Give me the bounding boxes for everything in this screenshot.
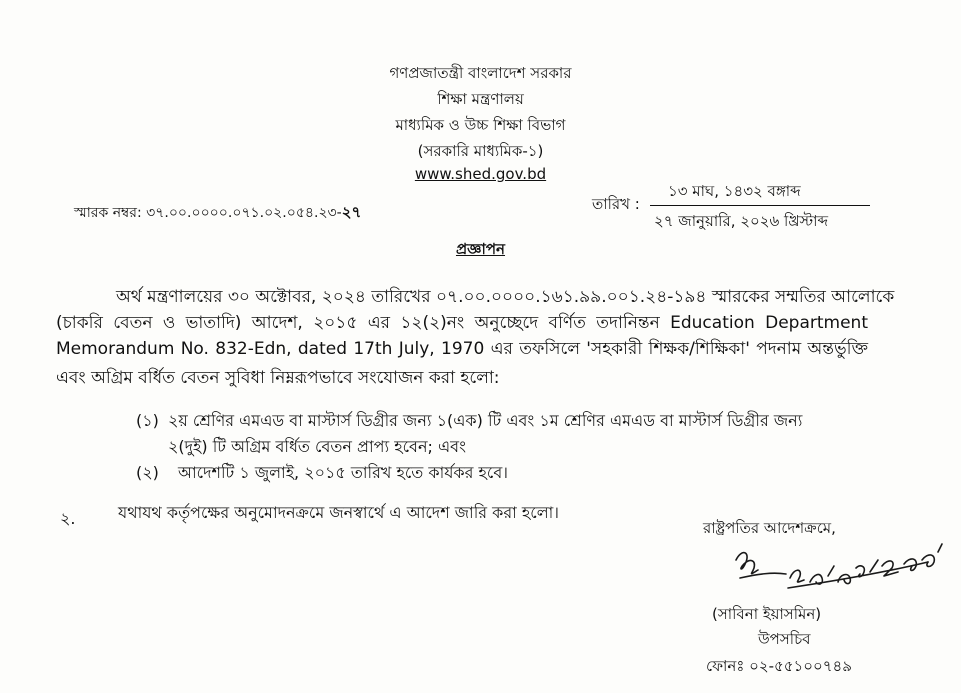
officer-phone: ফোনঃ ০২-৫৫১০০৭৪৯ (706, 657, 852, 675)
item1-marker: (১) (136, 411, 159, 430)
item2-marker: (২) (136, 463, 159, 482)
memo-number-suffix: ২৭ (341, 203, 362, 221)
header-ministry: শিক্ষা মন্ত্রণালয় (437, 90, 524, 108)
para1-line1: অর্থ মন্ত্রণালয়ের ৩০ অক্টোবর, ২০২৪ তারিখের ০৭.০০.০০০০.১৬১.৯৯.০০১.২৪-১৯৪ স্মারকের সম্মতির আলোকে (116, 287, 895, 307)
date-bangla: ১৩ মাঘ, ১৪৩২ বঙ্গাব্দ (668, 182, 801, 200)
officer-name: (সাবিনা ইয়াসমিন) (712, 605, 822, 623)
order-line: রাষ্ট্রপতির আদেশক্রমে, (703, 519, 836, 537)
memo-number-label: স্মারক নম্বর: ৩৭.০০.০০০০.০৭১.০২.০৫৪.২৩- (74, 205, 342, 221)
header-division: মাধ্যমিক ও উচ্চ শিক্ষা বিভাগ (395, 116, 566, 134)
notification-title: প্রজ্ঞাপন (455, 240, 506, 258)
memo-number (74, 201, 361, 226)
header-website-link[interactable]: www.shed.gov.bd (414, 165, 547, 183)
date-gregorian: ২৭ জানুয়ারি, ২০২৬ খ্রিস্টাব্দ (654, 212, 828, 230)
header-wing: (সরকারি মাধ্যমিক-১) (417, 142, 544, 160)
para2-text: যথাযথ কর্তৃপক্ষের অনুমোদনক্রমে জনস্বার্থে এ আদেশ জারি করা হলো। (118, 503, 560, 522)
header-government: গণপ্রজাতন্ত্রী বাংলাদেশ সরকার (389, 64, 572, 82)
para1-line2: (চাকরি বেতন ও ভাতাদি) আদেশ, ২০১৫ এর ১২(২)নং অনুচ্ছেদে বর্ণিত তদানিন্তন Education Department (56, 313, 868, 333)
signature-drawing (728, 538, 953, 610)
para2-number: ২. (60, 509, 76, 528)
date-label: তারিখ : (592, 195, 640, 213)
item2-text: আদেশটি ১ জুলাই, ২০১৫ তারিখ হতে কার্যকর হবে। (178, 463, 508, 482)
item1-line1: ২য় শ্রেণির এমএড বা মাস্টার্স ডিগ্রীর জন্য ১(এক) টি এবং ১ম শ্রেণির এমএড বা মাস্টার্স ডিগ্রীর জন্য (168, 411, 803, 430)
para1-line4: এবং অগ্রিম বর্ধিত বেতন সুবিধা নিম্নরূপভাবে সংযোজন করা হলো: (56, 368, 500, 388)
para1-line3: Memorandum No. 832-Edn, dated 17th July, 1970 এর তফসিলে 'সহকারী শিক্ষক/শিক্ষিকা' পদনাম অন্তর্ভুক্তি (56, 339, 868, 359)
officer-designation: উপসচিব (758, 630, 811, 648)
item1-line2: ২(দুই) টি অগ্রিম বর্ধিত বেতন প্রাপ্য হবেন; এবং (168, 437, 466, 456)
date-divider (650, 205, 870, 206)
handwritten-signature (728, 538, 953, 610)
